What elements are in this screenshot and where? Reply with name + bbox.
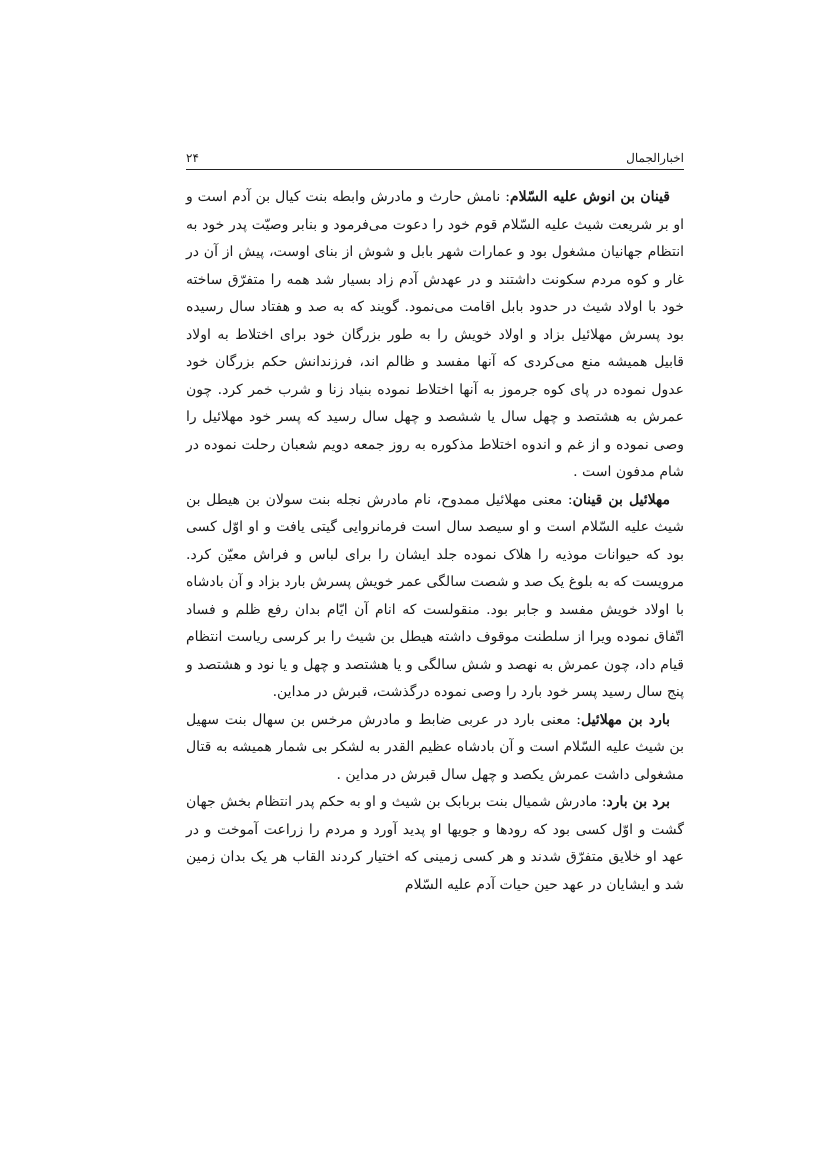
- entry-mahlail: [186, 487, 684, 707]
- entry-heading: برد بن بارد: [606, 794, 670, 810]
- entry-bard: [186, 707, 684, 790]
- entry-text: : مادرش شمیال بنت بربابک بن شیث و او به حکم پدر انتظام بخش جهان گشت و اوّل کسی بود که رودها و جویها او پدید آورد و مردم را زراعت آموخت و در عهد او خلایق متفرّق شدند و هر کسی زمینی که اختیار کردند القاب هر یک بدان زمین شد و ایشایان در عهد حین حیات آدم علیه السّلام: [186, 794, 684, 893]
- entry-heading: بارد بن مهلائیل: [580, 711, 670, 728]
- body-text: [186, 184, 684, 899]
- entry-qinan: [186, 184, 684, 487]
- book-title: اخبارالجمال: [626, 151, 684, 165]
- running-head: [186, 147, 684, 170]
- entry-bard-bin-bard: [186, 789, 684, 899]
- entry-text: : نامش حارث و مادرش وابطه بنت کیال بن آدم است و او بر شریعت شیث علیه السّلام قوم خود را دعوت می‌فرمود و بنابر وصیّت پدر خود به انتظام جهانیان مشغول بود و عمارات شهر بابل و شوش از بنای اوست، پیش از آن در غار و کوه مردم سکونت داشتند و در عهدش آدم زاد بسیار شد همه را متفرّق ساخته خود با اولاد شیث در حدود بابل اقامت می‌نمود. گویند که به صد و هفتاد سال رسیده بود پسرش مهلائیل بزاد و اولاد خویش را به طور بزرگان خود برای اختلاط به اولاد قابیل همیشه منع می‌کردی که آنها مفسد و ظالم اند، فرزندانش حکم بزرگان خود عدول نموده در پای کوه جرموز به آنها اختلاط نموده بنیاد زنا و شرب خمر کرد. چون عمرش به هشتصد و چهل سال یا ششصد و چهل سال رسید که پسر خود مهلائیل را وصی نموده و از غم و اندوه اختلاط مذکوره به روز جمعه دویم شعبان رحلت نموده در شام مدفون است .: [186, 189, 684, 480]
- entry-heading: مهلائیل بن قینان: [572, 491, 670, 508]
- book-page: [186, 147, 684, 899]
- page-number: ۲۴: [186, 151, 199, 165]
- entry-text: : معنی مهلائیل ممدوح، نام مادرش نجله بنت سولان بن هیطل بن شیث علیه السّلام است و او سیصد سال است فرمانروایی گیتی یافت و او اوّل کسی بود که حیوانات موذیه را هلاک نموده جلد ایشان را برای لباس و فراش معیّن کرد. مرویست که به بلوغ یک صد و شصت سالگی عمر خویش پسرش بارد بزاد و آن بادشاه با اولاد خویش مفسد و جابر بود. منقولست که انام آن ایّام بدان رفع ظلم و فساد اتّفاق نموده ویرا از سلطنت موقوف داشته هیطل بن شیث را بر کرسی ریاست انتظام قیام داد، چون عمرش به نهصد و شش سالگی و یا هشتصد و چهل و یا نود و هشتصد و پنج سال رسید پسر خود بارد را وصی نموده درگذشت، قبرش در مداین.: [186, 491, 684, 700]
- entry-text: : معنی بارد در عربی ضابط و مادرش مرخس بن سهال بنت سهیل بن شیث علیه السّلام است و آن بادشاه عظیم القدر به لشکر بی شمار همیشه به قتال مشغولی داشت عمرش یکصد و چهل سال قبرش در مداین .: [186, 711, 684, 783]
- entry-heading: قینان بن انوش علیه السّلام: [509, 189, 670, 205]
